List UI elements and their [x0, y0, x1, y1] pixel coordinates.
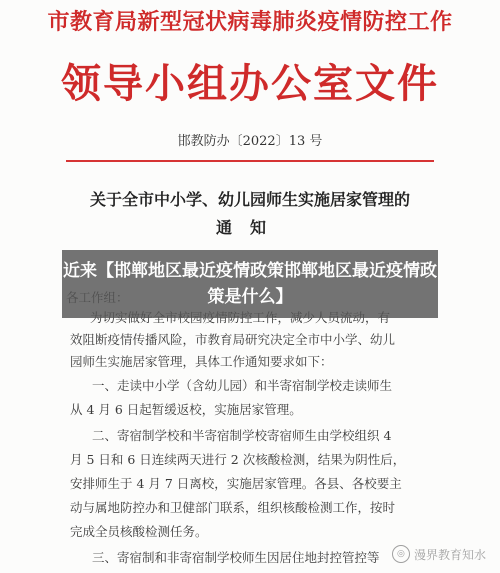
- notice-title-line-1: 关于全市中小学、幼儿园师生实施居家管理的: [89, 190, 410, 209]
- body-line: 三、寄宿制和非寄宿制学校师生因居住地封控管控等: [92, 550, 380, 565]
- body-line: 一、走读中小学（含幼儿园）和半寄宿制学校走读师生: [92, 378, 393, 393]
- issuer-line-2: 领导小组办公室文件: [61, 61, 439, 107]
- body-line: 二、寄宿制学校和半寄宿制学校寄宿师生由学校组织 4: [92, 428, 392, 443]
- body-line: 效阻断疫情传播风险，市教育局研究决定全市中小学、幼儿: [70, 332, 396, 347]
- red-divider: [66, 160, 434, 162]
- document-number: 邯教防办〔2022〕13 号: [177, 134, 323, 149]
- body-line: 完成全员核酸检测任务。: [70, 524, 208, 539]
- issuer-line-1: 市教育局新型冠状病毒肺炎疫情防控工作: [47, 10, 453, 35]
- body-line: 安排师生于 4 月 7 日离校，实施居家管理。各县、各校要主: [70, 476, 402, 491]
- headline-overlay-text: 近来【邯郸地区最近疫情政策邯郸地区最近疫情政策是什么】: [63, 261, 437, 307]
- body-line: 动与属地防控办和卫健部门联系，组织核酸检测工作，按时: [70, 500, 396, 515]
- body-line: 月 5 日和 6 日连续两天进行 2 次核酸检测，结果为阴性后，: [70, 452, 406, 467]
- body-line: 园师生实施居家管理，具体工作通知要求如下：: [70, 354, 333, 369]
- watermark-logo-icon: ◎: [392, 545, 410, 563]
- watermark: [392, 545, 486, 563]
- notice-title-line-2: 通知: [215, 218, 284, 237]
- body-line: 从 4 月 6 日起暂缓返校，实施居家管理。: [70, 402, 302, 417]
- watermark-text: 漫界教育知水: [413, 547, 486, 562]
